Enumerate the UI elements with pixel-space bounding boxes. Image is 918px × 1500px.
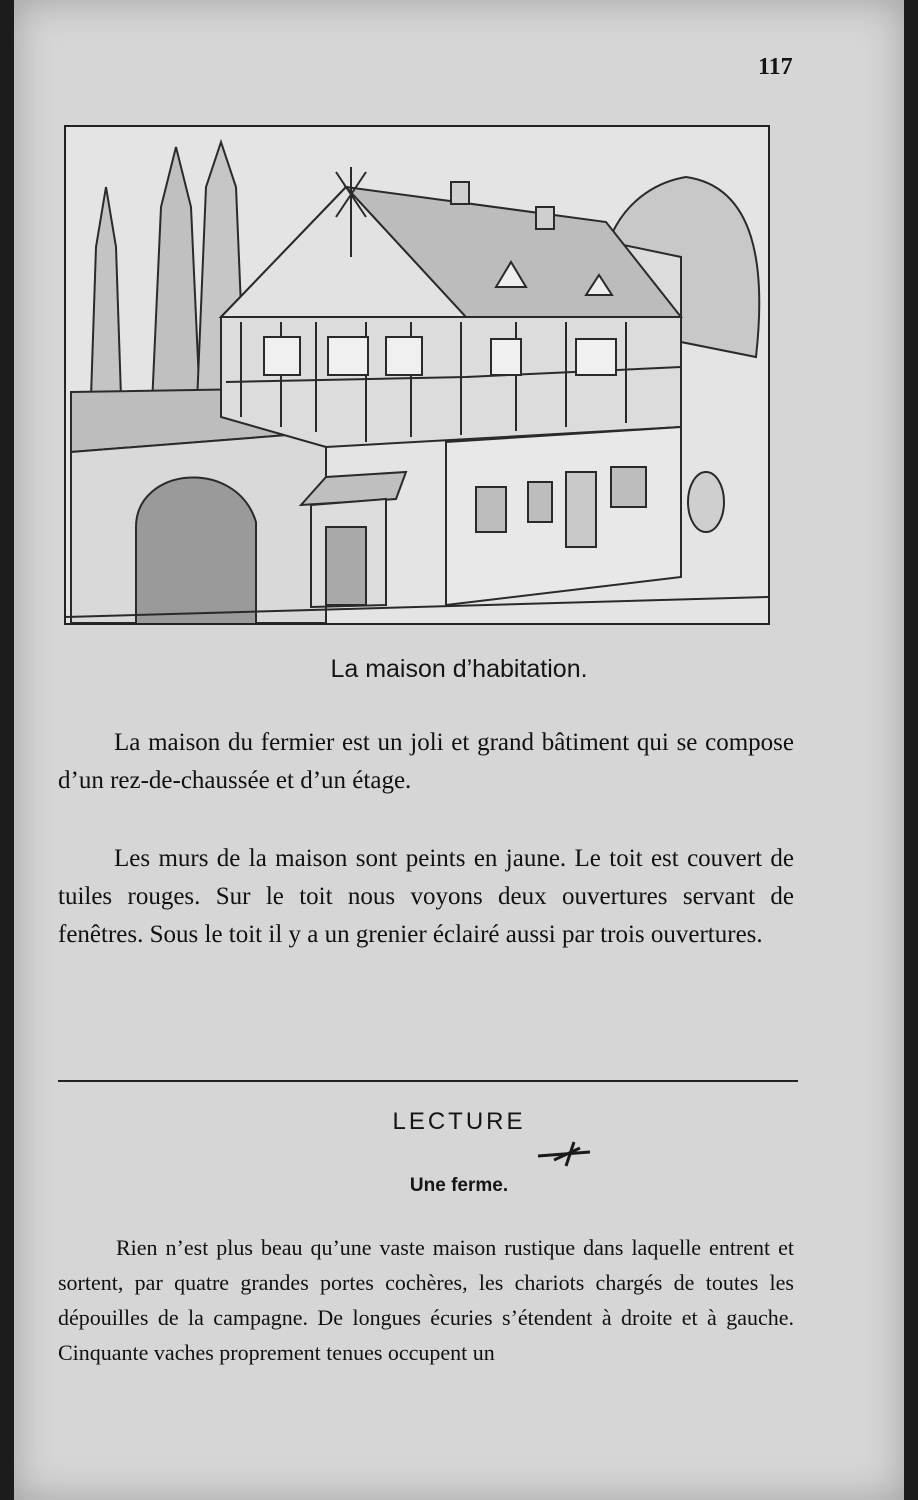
reading-title: Une ferme. [409, 1175, 509, 1196]
section-title: LECTURE [392, 1108, 526, 1135]
house-illustration [64, 125, 770, 625]
farmhouse-drawing [66, 127, 768, 623]
figure-caption: La maison d’habitation. [330, 655, 588, 683]
paragraph-2-text: Les murs de la maison sont peints en jaune. Le toit est couvert de tuiles rouges. Sur le toit nous voyons deux ouvertures servant de fenêtres. Sous le toit il y a un grenier éclairé aussi par trois ouvertures. [58, 845, 794, 948]
paragraph-2 [58, 840, 794, 954]
paragraph-1 [58, 724, 794, 800]
page-number: 117 [758, 54, 793, 80]
book-page [14, 0, 904, 1500]
reading-text [58, 1230, 794, 1370]
reading-text-content: Rien n’est plus beau qu’une vaste maison rustique dans laquelle entrent et sortent, par quatre grandes portes cochères, les chariots chargés de toutes les dépouilles de la campagne. De longues écuries s’étendent à droite et à gauche. Cinquante vaches proprement tenues occupent un [58, 1235, 794, 1365]
paragraph-1-text: La maison du fermier est un joli et grand bâtiment qui se compose d’un rez-de-chaussée et d’un étage. [58, 729, 794, 794]
pen-mark-icon [534, 1138, 594, 1168]
section-divider [58, 1080, 798, 1082]
